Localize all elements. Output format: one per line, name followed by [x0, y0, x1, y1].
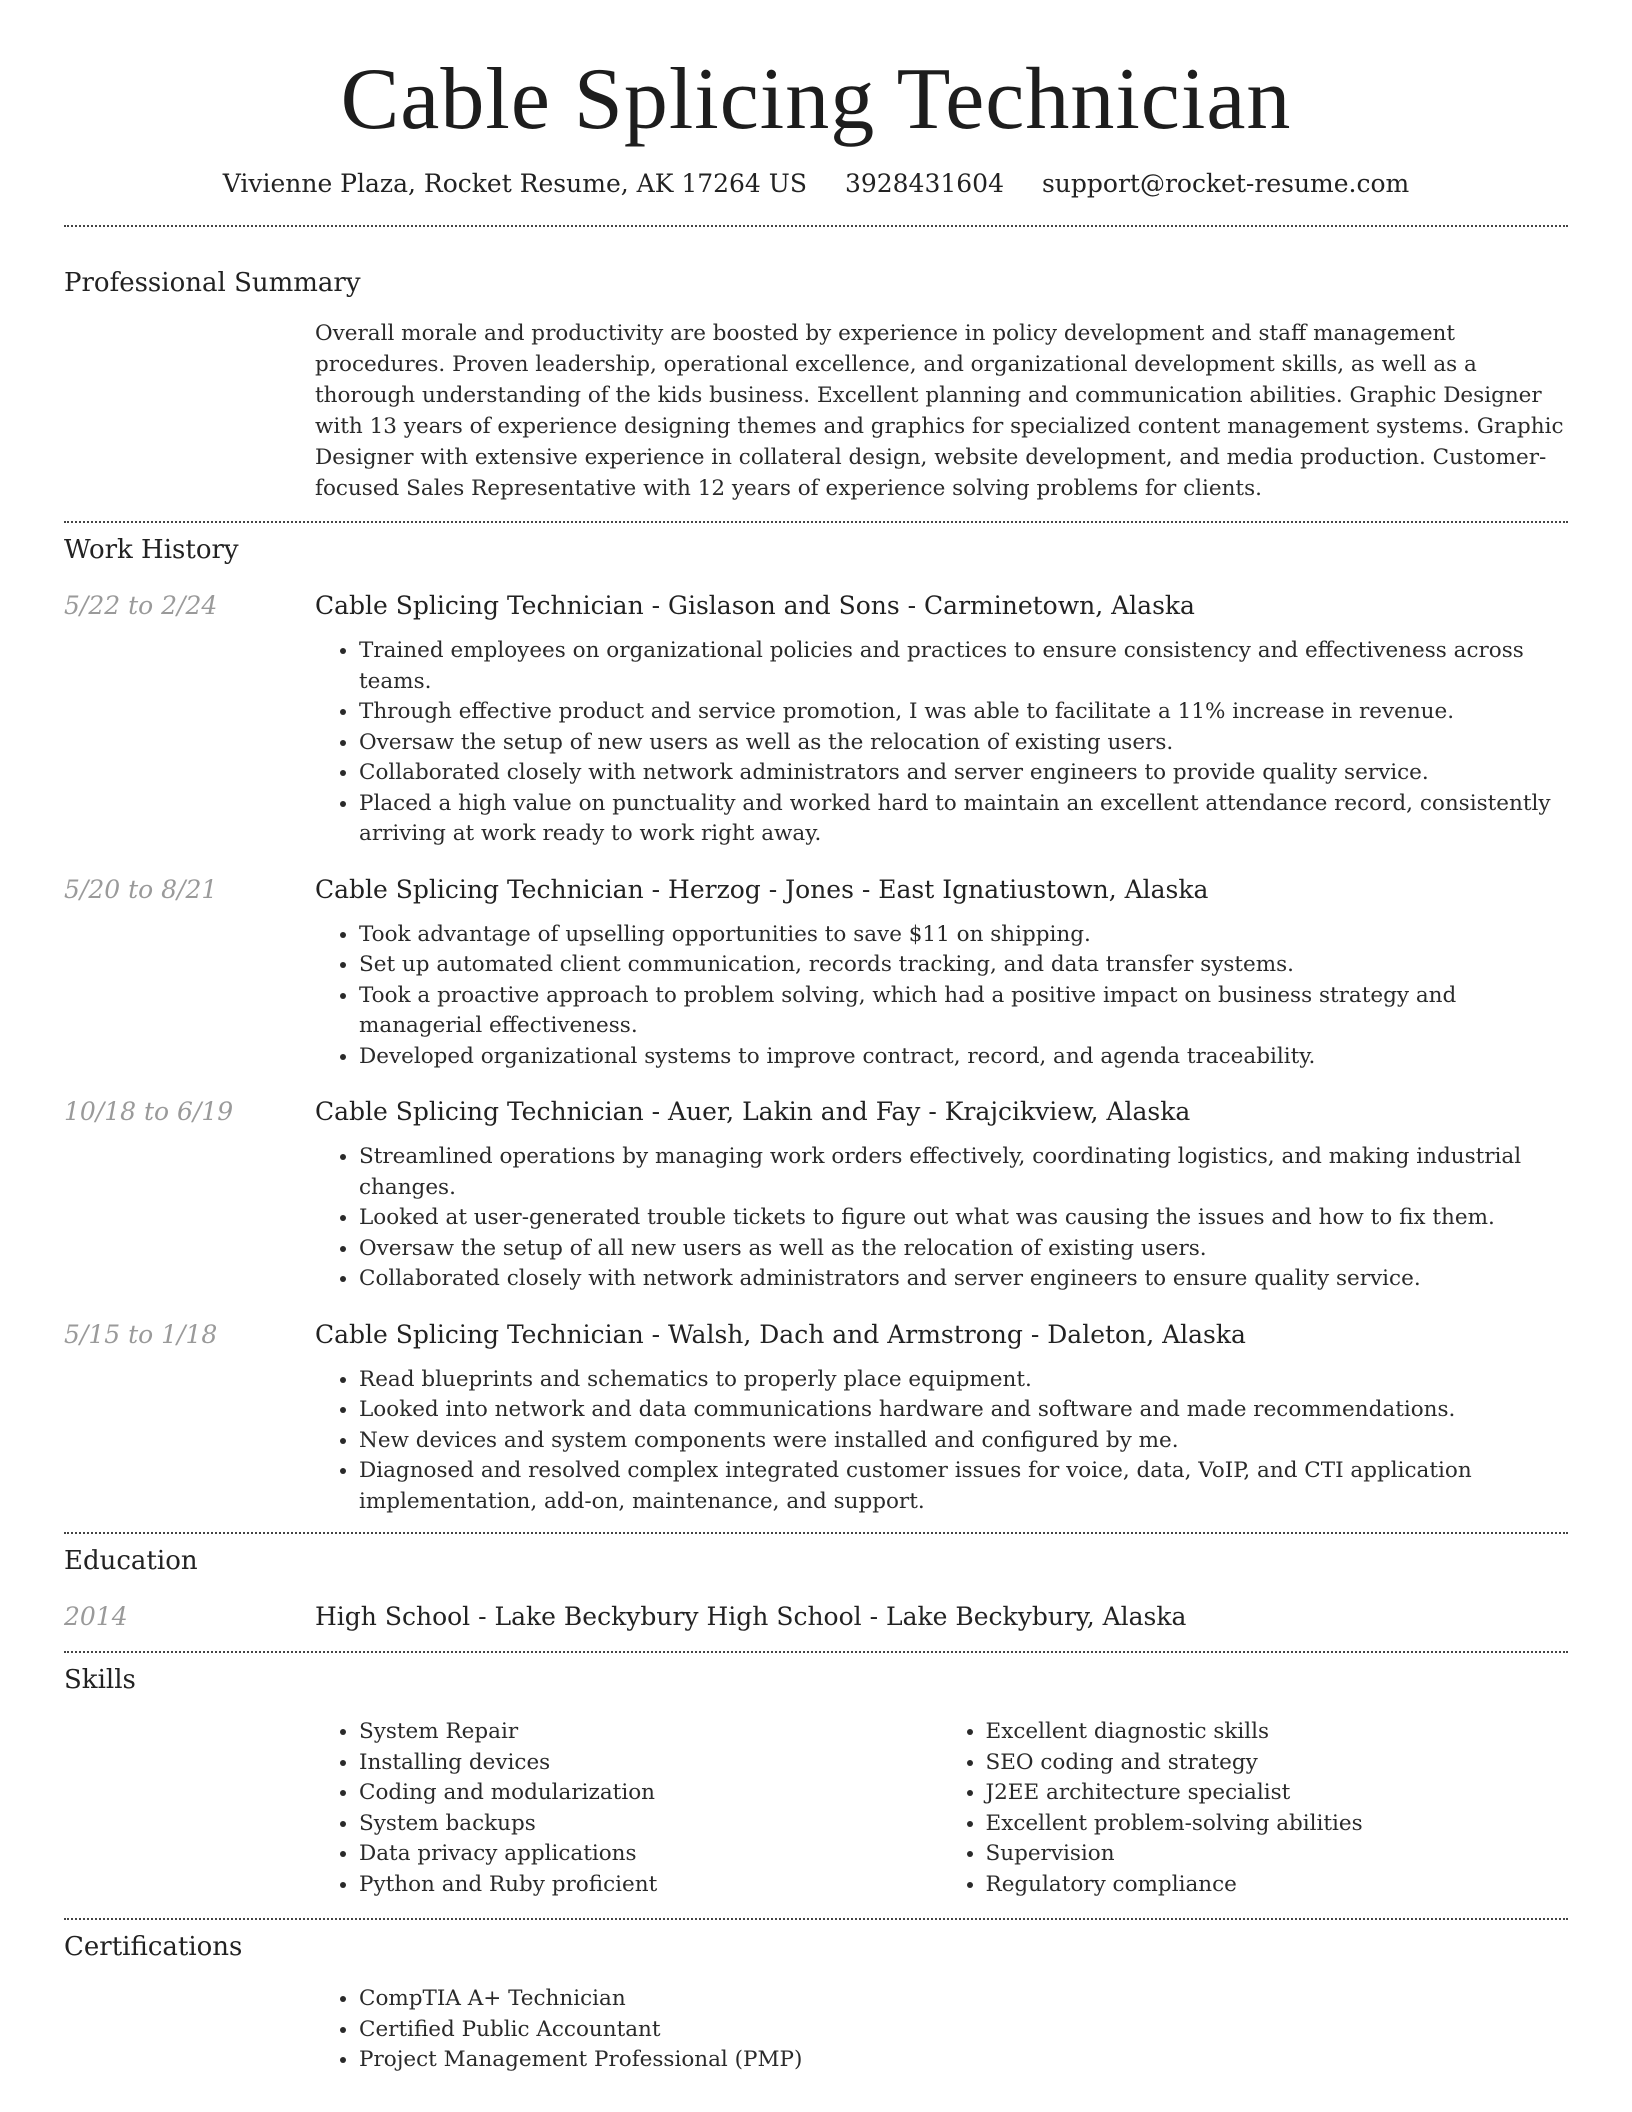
list-item: • CompTIA A+ Technician: [359, 1984, 1568, 2015]
list-item: • Python and Ruby proficient: [359, 1870, 942, 1901]
job-entry: [64, 874, 1568, 1073]
job-bullets: [315, 1142, 1568, 1295]
list-item: • Data privacy applications: [359, 1839, 942, 1870]
section-title-certifications: Certifications: [64, 1932, 243, 1962]
list-item: • Coding and modularization: [359, 1778, 942, 1809]
job-heading: Cable Splicing Technician - Gislason and Sons - Carminetown, Alaska: [315, 591, 1195, 620]
job-dates: 5/15 to 1/18: [64, 1319, 218, 1349]
list-item: • Oversaw the setup of all new users as well as the relocation of existing users.: [359, 1234, 1568, 1265]
education-body: [315, 1601, 1568, 1633]
job-body: [315, 1096, 1568, 1295]
list-item: • System backups: [359, 1809, 942, 1840]
skills-columns: [315, 1717, 1568, 1900]
section-title-education: Education: [64, 1546, 198, 1576]
job-bullets: [315, 1365, 1568, 1518]
certifications-list: [315, 1984, 1568, 2076]
job-heading: Cable Splicing Technician - Herzog - Jones - East Ignatiustown, Alaska: [315, 874, 1209, 904]
education-heading: High School - Lake Beckybury High School - Lake Beckybury, Alaska: [315, 1602, 1187, 1631]
list-item: • Read blueprints and schematics to properly place equipment.: [359, 1365, 1568, 1396]
contact-address: Vivienne Plaza, Rocket Resume, AK 17264 US: [222, 169, 807, 198]
job-bullets: [315, 920, 1568, 1073]
section-title-work-history: Work History: [64, 535, 239, 565]
job-entry: [64, 590, 1568, 850]
list-item: • Set up automated client communication, records tracking, and data transfer systems.: [359, 950, 1568, 981]
list-item: • Took advantage of upselling opportunities to save $11 on shipping.: [359, 920, 1568, 951]
list-item: • Supervision: [986, 1839, 1569, 1870]
list-item: • New devices and system components were installed and configured by me.: [359, 1426, 1568, 1457]
list-item: • Looked at user-generated trouble tickets to figure out what was causing the issues and how to fix them.: [359, 1203, 1568, 1234]
section-title-skills: Skills: [64, 1665, 136, 1695]
job-bullets: [315, 636, 1568, 850]
list-item: • Oversaw the setup of new users as well as the relocation of existing users.: [359, 728, 1568, 759]
list-item: • Developed organizational systems to improve contract, record, and agenda traceability.: [359, 1042, 1568, 1073]
list-item: • Through effective product and service promotion, I was able to facilitate a 11% increase in revenue.: [359, 697, 1568, 728]
education-year: 2014: [64, 1602, 128, 1631]
skills-section: [0, 1653, 1632, 1900]
list-item: • Excellent diagnostic skills: [986, 1717, 1569, 1748]
job-entry: [64, 1096, 1568, 1295]
skills-list-right: [942, 1717, 1569, 1900]
skills-list-left: [315, 1717, 942, 1900]
contact-line: [0, 168, 1632, 200]
summary-section: [0, 227, 1632, 504]
list-item: • Certified Public Accountant: [359, 2015, 1568, 2046]
summary-text: Overall morale and productivity are boosted by experience in policy development and staff management procedures. Proven leadership, operational excellence, and organizational development skills, as well as a thorough understanding of the kids business. Excellent planning and communication abilities. Graphic Designer with 13 years of experience designing themes and graphics for specialized content management systems. Graphic Designer with extensive experience in collateral design, website development, and media production. Customer-focused Sales Representative with 12 years of experience solving problems for clients.: [315, 321, 1564, 501]
list-item: • Installing devices: [359, 1748, 942, 1779]
list-item: • System Repair: [359, 1717, 942, 1748]
job-heading: Cable Splicing Technician - Auer, Lakin and Fay - Krajcikview, Alaska: [315, 1097, 1191, 1126]
list-item: • Collaborated closely with network administrators and server engineers to provide quality service.: [359, 758, 1568, 789]
job-dates: 10/18 to 6/19: [64, 1097, 234, 1126]
list-item: • Looked into network and data communications hardware and software and made recommendations.: [359, 1395, 1568, 1426]
list-item: • Regulatory compliance: [986, 1870, 1569, 1901]
resume-title: Cable Splicing Technician: [340, 51, 1292, 148]
education-section: [0, 1534, 1632, 1633]
job-body: [315, 1319, 1568, 1518]
job-body: [315, 874, 1568, 1073]
job-body: [315, 590, 1568, 850]
job-dates: 5/20 to 8/21: [64, 874, 218, 904]
certifications-items: [315, 1984, 1568, 2076]
work-history-section: [0, 523, 1632, 1517]
education-entry: [64, 1601, 1568, 1633]
list-item: • Took a proactive approach to problem solving, which had a positive impact on business strategy and managerial effectiveness.: [359, 981, 1568, 1042]
list-item: • Project Management Professional (PMP): [359, 2045, 1568, 2076]
list-item: • Streamlined operations by managing work orders effectively, coordinating logistics, and making industrial changes.: [359, 1142, 1568, 1203]
certifications-section: [0, 1920, 1632, 2076]
job-entry: [64, 1319, 1568, 1518]
section-title-summary: Professional Summary: [64, 268, 361, 298]
list-item: • J2EE architecture specialist: [986, 1778, 1569, 1809]
list-item: • SEO coding and strategy: [986, 1748, 1569, 1779]
list-item: • Collaborated closely with network administrators and server engineers to ensure quality service.: [359, 1264, 1568, 1295]
list-item: • Trained employees on organizational policies and practices to ensure consistency and effectiveness across teams.: [359, 636, 1568, 697]
list-item: • Diagnosed and resolved complex integrated customer issues for voice, data, VoIP, and CTI application implementation, add-on, maintenance, and support.: [359, 1456, 1568, 1517]
contact-email: support@rocket-resume.com: [1041, 169, 1410, 198]
contact-phone: 3928431604: [844, 169, 1004, 198]
job-heading: Cable Splicing Technician - Walsh, Dach and Armstrong - Daleton, Alaska: [315, 1319, 1246, 1349]
list-item: • Excellent problem-solving abilities: [986, 1809, 1569, 1840]
job-dates: 5/22 to 2/24: [64, 591, 218, 620]
list-item: • Placed a high value on punctuality and worked hard to maintain an excellent attendance record, consistently arriving at work ready to work right away.: [359, 789, 1568, 850]
